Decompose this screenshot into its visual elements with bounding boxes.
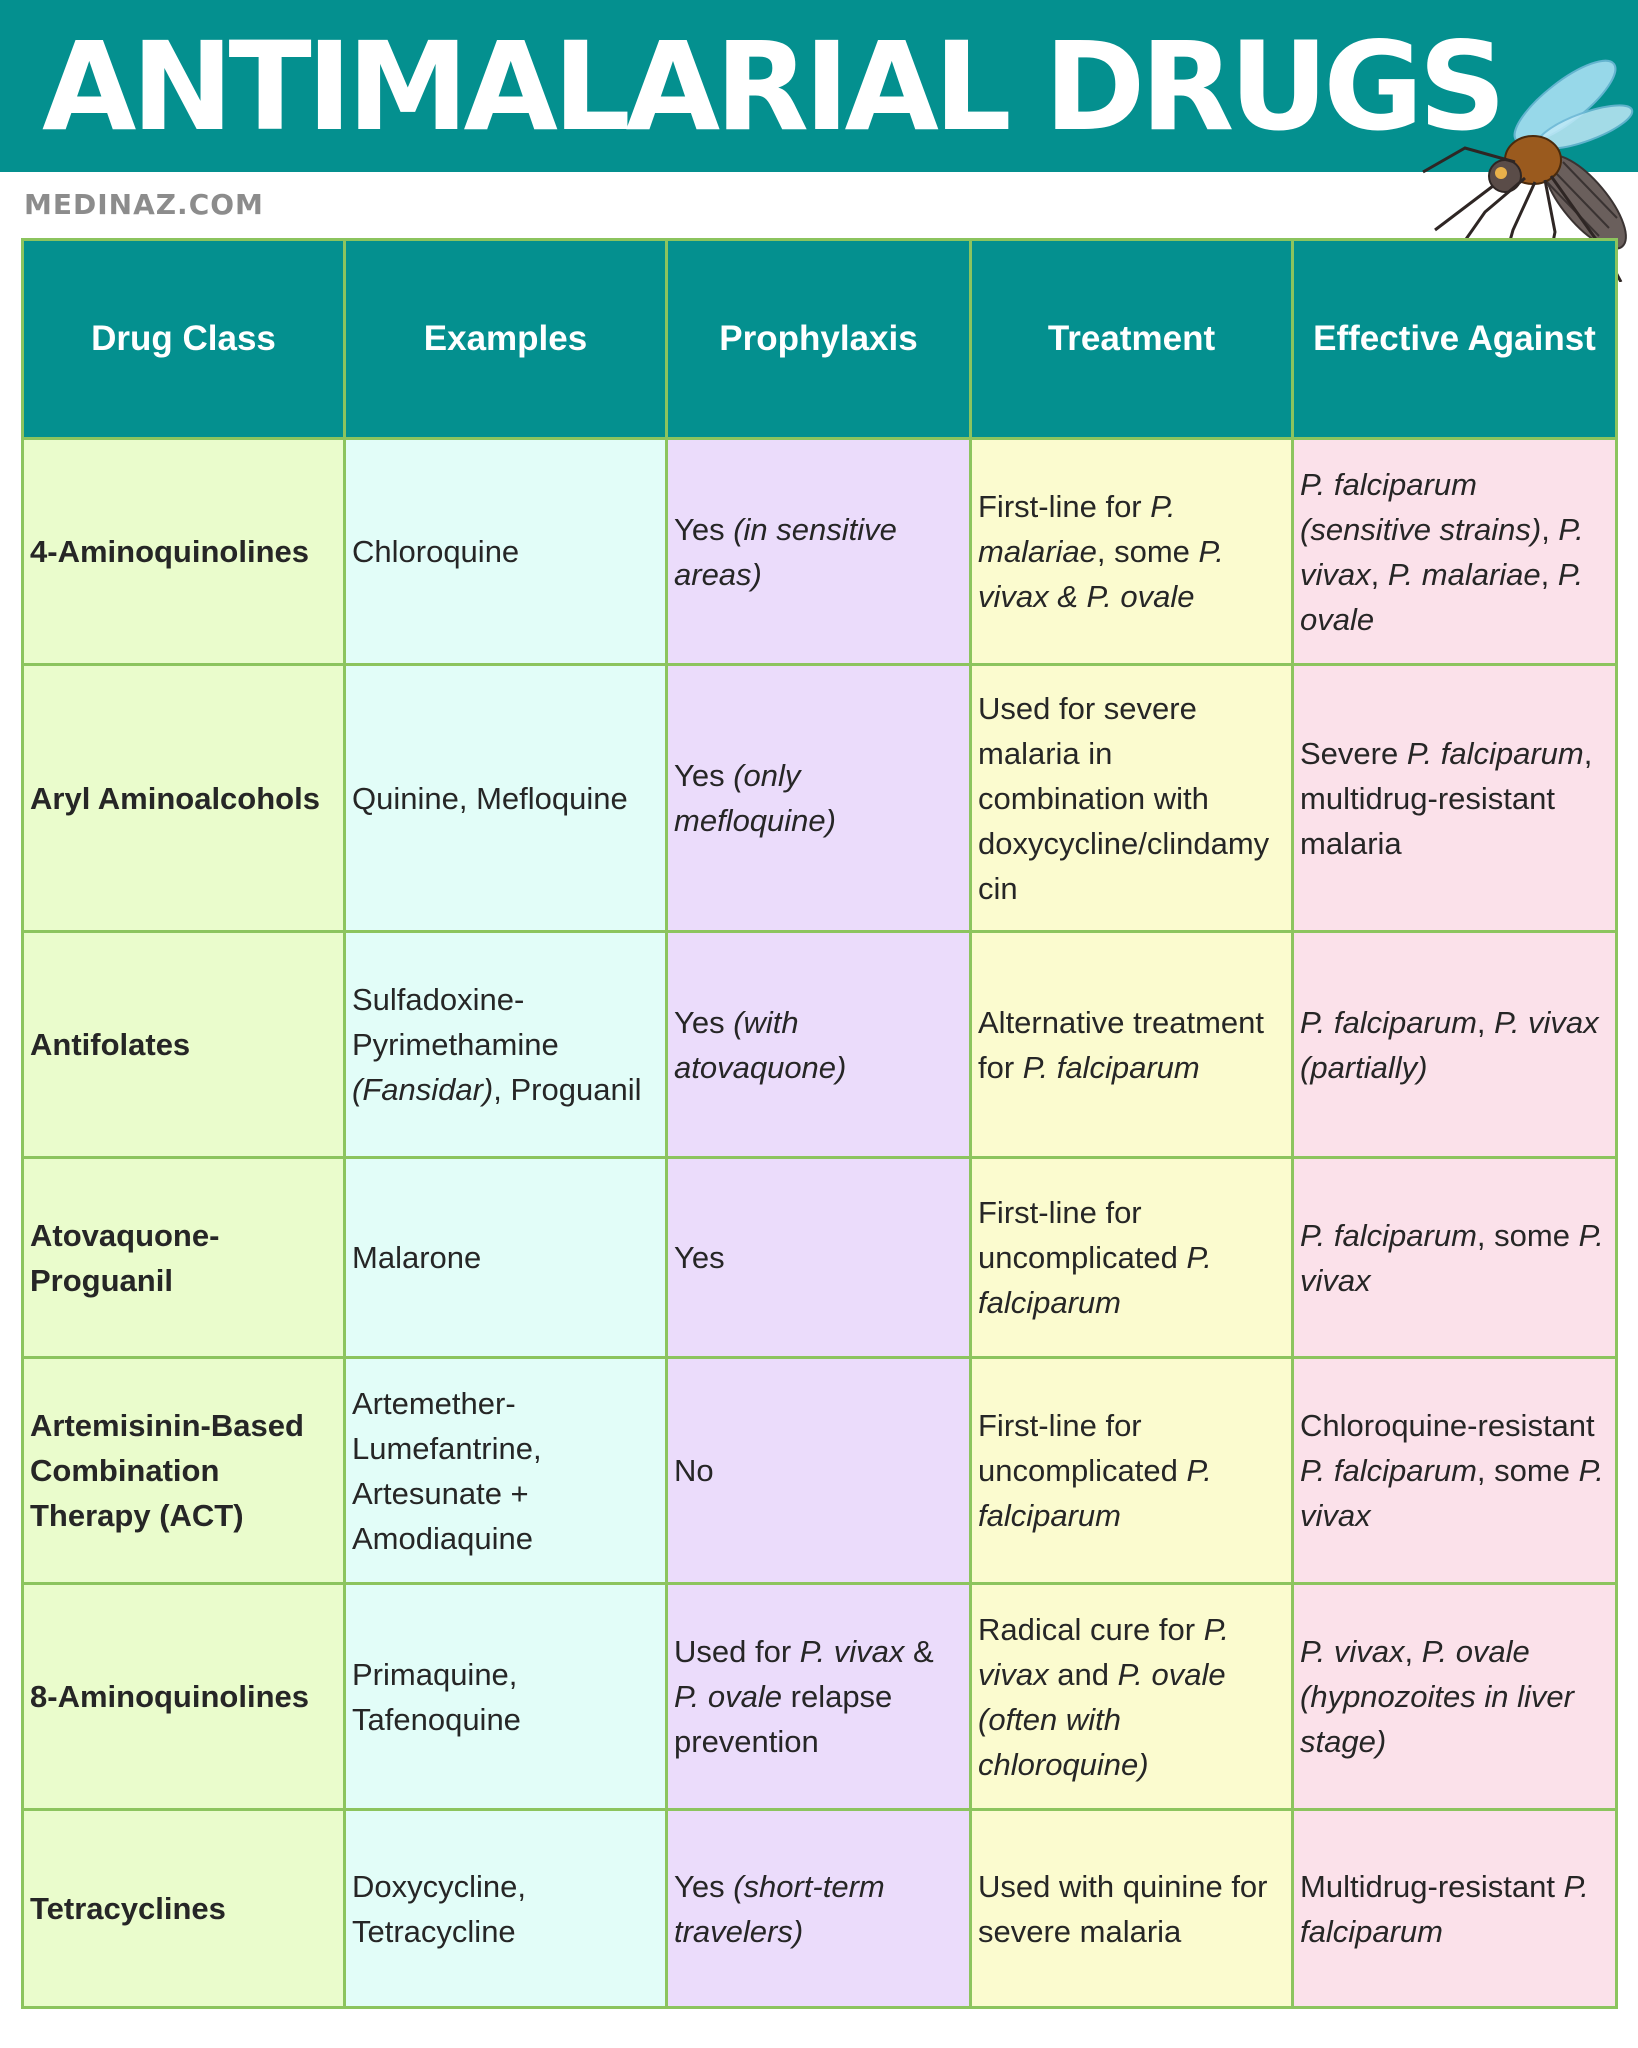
treatment-cell <box>971 1358 1293 1584</box>
italic-text: P. malariae <box>978 489 1176 569</box>
effective-against-cell <box>1293 1158 1617 1358</box>
drug-class-cell: Aryl Aminoalcohols <box>23 665 345 932</box>
cell-text: First-line for <box>978 489 1151 524</box>
cell-text: , <box>1476 1004 1495 1040</box>
italic-text: P. falciparum <box>1300 1453 1477 1488</box>
cell-text: & <box>904 1634 934 1669</box>
treatment-cell <box>971 1584 1293 1810</box>
italic-text: P. ovale <box>1300 556 1584 637</box>
italic-text: P. vivax <box>1300 1634 1405 1669</box>
italic-text: P. falciparum <box>1022 1049 1200 1085</box>
cell-text: First-line for uncomplicated <box>978 1195 1187 1275</box>
table-row <box>23 439 1617 665</box>
italic-text: P. falciparum <box>978 1240 1212 1320</box>
cell-text: Malarone <box>352 1240 482 1275</box>
treatment-cell <box>971 932 1293 1158</box>
examples-cell <box>345 665 667 932</box>
table-row <box>23 1358 1617 1584</box>
italic-text: P. falciparum (sensitive strains) <box>1300 466 1542 547</box>
treatment-cell <box>971 439 1293 665</box>
italic-text: P. falciparum <box>1300 1004 1477 1040</box>
drug-table <box>21 238 1618 2009</box>
cell-text: , <box>1370 556 1388 592</box>
examples-cell <box>345 1584 667 1810</box>
page-title: ANTIMALARIAL DRUGS <box>42 16 1502 158</box>
italic-text: P. malariae <box>1387 556 1541 592</box>
cell-text: Used for severe malaria in combination with doxycycline/clindamy cin <box>978 690 1270 906</box>
table-row <box>23 1810 1617 2008</box>
cell-text: Used with quinine for severe malaria <box>978 1868 1268 1949</box>
table-row <box>23 932 1617 1158</box>
italic-text: (only mefloquine) <box>674 758 836 838</box>
effective-against-cell <box>1293 932 1617 1158</box>
cell-text: No <box>674 1453 714 1488</box>
cell-text: , some <box>1096 534 1199 569</box>
effective-against-cell <box>1293 439 1617 665</box>
effective-against-cell <box>1293 1810 1617 2008</box>
cell-text: , multidrug-resistant malaria <box>1300 735 1593 861</box>
cell-text: Multidrug-resistant <box>1300 1868 1564 1904</box>
treatment-cell <box>971 665 1293 932</box>
italic-text: P. vivax <box>1300 1453 1604 1533</box>
cell-text: Doxycycline, Tetracycline <box>352 1868 526 1949</box>
prophylaxis-cell <box>667 1810 971 2008</box>
italic-text: (in sensitive areas) <box>674 511 897 592</box>
effective-against-cell <box>1293 665 1617 932</box>
drug-class-cell: Tetracyclines <box>23 1810 345 2008</box>
cell-text: Sulfadoxine-Pyrimethamine <box>352 982 559 1062</box>
italic-text: P. falciparum <box>1300 1868 1589 1949</box>
prophylaxis-cell <box>667 1358 971 1584</box>
cell-text: First-line for uncomplicated <box>978 1408 1187 1488</box>
italic-text: (with atovaquone) <box>674 1004 847 1085</box>
col-header-treatment: Treatment <box>971 240 1293 439</box>
drug-class-cell: 4-Aminoquinolines <box>23 439 345 665</box>
italic-text: P. vivax <box>1300 511 1584 592</box>
header-row <box>23 240 1617 439</box>
italic-text: (Fansidar) <box>352 1072 494 1107</box>
col-header-effective-against: Effective Against <box>1293 240 1617 439</box>
cell-text: Quinine, Mefloquine <box>352 780 628 816</box>
cell-text: , <box>1540 556 1558 592</box>
italic-text: P. ovale (hypnozoites in liver stage) <box>1300 1634 1574 1759</box>
cell-text: , <box>1404 1634 1422 1669</box>
examples-cell <box>345 1810 667 2008</box>
cell-text: Chloroquine-resistant <box>1300 1408 1595 1443</box>
cell-text: Used for <box>674 1634 800 1669</box>
col-header-drug-class: Drug Class <box>23 240 345 439</box>
cell-text: Primaquine, Tafenoquine <box>352 1656 521 1737</box>
cell-text: Yes <box>674 511 734 547</box>
italic-text: (short-term travelers) <box>674 1868 885 1949</box>
cell-text: Artemether-Lumefantrine, Artesunate + Amodiaquine <box>352 1385 542 1556</box>
italic-text: P. vivax & P. ovale <box>978 534 1224 614</box>
cell-text: Yes <box>674 1004 734 1040</box>
drug-class-cell: Artemisinin-Based Combination Therapy (ACT) <box>23 1358 345 1584</box>
cell-text: , some <box>1476 1217 1579 1253</box>
cell-text: , <box>1541 511 1559 547</box>
cell-text: and <box>1048 1656 1118 1692</box>
examples-cell <box>345 1358 667 1584</box>
col-header-examples: Examples <box>345 240 667 439</box>
cell-text: Yes <box>674 1868 734 1904</box>
cell-text: , some <box>1476 1453 1579 1488</box>
prophylaxis-cell <box>667 439 971 665</box>
prophylaxis-cell <box>667 1158 971 1358</box>
table-row <box>23 665 1617 932</box>
cell-text: Severe <box>1300 735 1407 771</box>
prophylaxis-cell <box>667 1584 971 1810</box>
cell-text: Radical cure for <box>978 1611 1204 1647</box>
italic-text: P. vivax <box>799 1634 905 1669</box>
title-banner <box>0 0 1638 172</box>
cell-text: relapse prevention <box>674 1679 893 1759</box>
cell-text: Chloroquine <box>352 534 520 569</box>
treatment-cell <box>971 1810 1293 2008</box>
col-header-prophylaxis: Prophylaxis <box>667 240 971 439</box>
table-row <box>23 1584 1617 1810</box>
cell-text: Yes <box>674 758 734 793</box>
italic-text: P. vivax (partially) <box>1300 1004 1599 1085</box>
treatment-cell <box>971 1158 1293 1358</box>
italic-text: P. vivax <box>1300 1217 1604 1298</box>
italic-text: P. falciparum <box>978 1453 1212 1533</box>
drug-class-cell: 8-Aminoquinolines <box>23 1584 345 1810</box>
drug-class-cell: Atovaquone-Proguanil <box>23 1158 345 1358</box>
examples-cell <box>345 439 667 665</box>
table-row <box>23 1158 1617 1358</box>
drug-class-cell: Antifolates <box>23 932 345 1158</box>
italic-text: P. falciparum <box>1406 735 1584 771</box>
italic-text: P. ovale (often with chloroquine) <box>978 1656 1226 1782</box>
effective-against-cell <box>1293 1584 1617 1810</box>
cell-text: , Proguanil <box>493 1072 642 1107</box>
italic-text: P. falciparum <box>1300 1217 1477 1253</box>
cell-text: Yes <box>674 1240 725 1275</box>
italic-text: P. vivax <box>978 1611 1230 1692</box>
cell-text: Alternative treatment for <box>978 1004 1265 1085</box>
prophylaxis-cell <box>667 932 971 1158</box>
examples-cell <box>345 1158 667 1358</box>
italic-text: P. ovale <box>674 1679 783 1714</box>
site-label: MEDINAZ.COM <box>24 188 264 221</box>
examples-cell <box>345 932 667 1158</box>
effective-against-cell <box>1293 1358 1617 1584</box>
prophylaxis-cell <box>667 665 971 932</box>
